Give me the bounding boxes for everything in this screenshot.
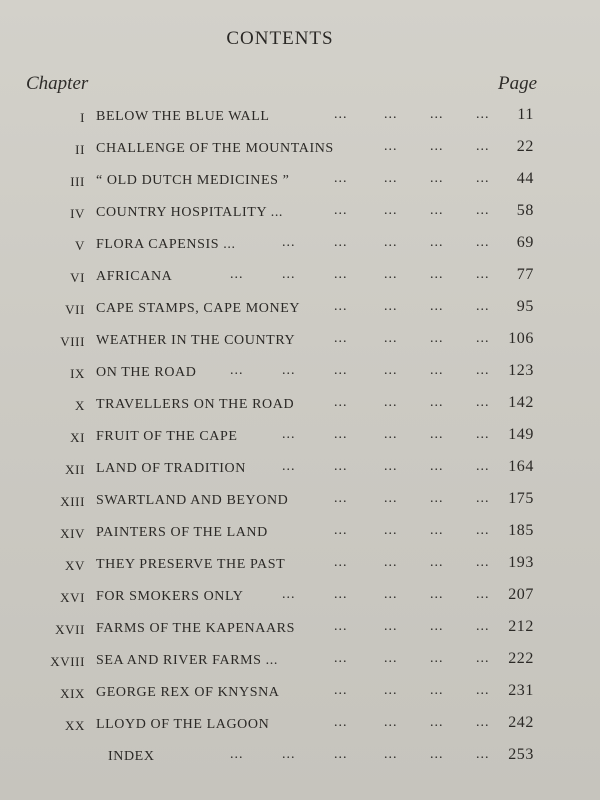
- chapter-title: CAPE STAMPS, CAPE MONEY: [96, 301, 301, 316]
- page-number: 58: [516, 202, 534, 219]
- page-number: 175: [508, 490, 534, 507]
- toc-entry: [0, 356, 600, 388]
- toc-entry: [0, 164, 600, 196]
- chapter-title: FRUIT OF THE CAPE: [96, 429, 238, 444]
- page-number: 11: [517, 106, 534, 123]
- chapter-number: VII: [65, 302, 85, 317]
- chapter-title: FARMS OF THE KAPENAARS: [96, 621, 296, 636]
- page-number: 22: [516, 138, 534, 155]
- chapter-title: PAINTERS OF THE LAND: [96, 525, 268, 540]
- chapter-number: X: [75, 398, 85, 413]
- chapter-title: COUNTRY HOSPITALITY ...: [96, 205, 284, 220]
- chapter-title: THEY PRESERVE THE PAST: [96, 557, 286, 572]
- leader-dots: ... ... ... ...: [334, 107, 490, 122]
- page-number: 77: [516, 266, 534, 283]
- chapter-title: INDEX: [108, 749, 155, 764]
- chapter-title: ON THE ROAD: [96, 365, 197, 380]
- leader-dots: ... ... ... ...: [334, 299, 490, 314]
- toc-entry: [0, 228, 600, 260]
- chapter-title: FLORA CAPENSIS ...: [96, 237, 236, 252]
- page-number: 231: [508, 682, 534, 699]
- chapter-number: II: [75, 142, 85, 157]
- page-number: 242: [508, 714, 534, 731]
- chapter-title: WEATHER IN THE COUNTRY: [96, 333, 296, 348]
- chapter-number: XVII: [55, 622, 85, 637]
- page-number: 44: [516, 170, 534, 187]
- chapter-title: AFRICANA: [96, 269, 173, 284]
- page-number: 123: [508, 362, 534, 379]
- toc-entry: [0, 516, 600, 548]
- chapter-title: CHALLENGE OF THE MOUNTAINS: [96, 141, 334, 156]
- leader-dots: ... ... ... ...: [334, 555, 490, 570]
- chapter-number: XII: [65, 462, 85, 477]
- leader-dots: ... ... ... ...: [334, 683, 490, 698]
- chapter-number: XIV: [60, 526, 85, 541]
- toc-entry: [0, 644, 600, 676]
- toc-entry: [0, 420, 600, 452]
- page-title: CONTENTS: [226, 28, 334, 49]
- toc-entry: [0, 676, 600, 708]
- chapter-number: IX: [70, 366, 85, 381]
- leader-dots: ... ... ... ...: [334, 619, 490, 634]
- page-number: 207: [508, 586, 534, 603]
- toc-entry: [0, 580, 600, 612]
- leader-dots: ... ... ... ... ... ...: [230, 267, 490, 282]
- chapter-title: SEA AND RIVER FARMS ...: [96, 653, 278, 668]
- toc-entry: [0, 196, 600, 228]
- toc-entry: [0, 100, 600, 132]
- leader-dots: ... ... ... ... ...: [282, 587, 490, 602]
- page-number: 193: [508, 554, 534, 571]
- chapter-number: V: [75, 238, 85, 253]
- page-number: 106: [508, 330, 534, 347]
- toc-entry: [0, 292, 600, 324]
- chapter-title: GEORGE REX OF KNYSNA: [96, 685, 280, 700]
- leader-dots: ... ... ... ... ...: [282, 235, 490, 250]
- page-number: 253: [508, 746, 534, 763]
- page-number: 142: [508, 394, 534, 411]
- leader-dots: ... ... ... ...: [334, 331, 490, 346]
- toc-entry: [0, 132, 600, 164]
- chapter-number: I: [80, 110, 85, 125]
- chapter-number: XV: [65, 558, 85, 573]
- toc-entry: [0, 548, 600, 580]
- toc-entry: [0, 708, 600, 740]
- chapter-number: VI: [70, 270, 85, 285]
- chapter-number: XIX: [60, 686, 85, 701]
- leader-dots: ... ... ... ...: [334, 523, 490, 538]
- leader-dots: ... ... ... ... ... ...: [230, 363, 490, 378]
- leader-dots: ... ... ... ...: [334, 171, 490, 186]
- chapter-title: LLOYD OF THE LAGOON: [96, 717, 270, 732]
- leader-dots: ... ... ... ... ... ...: [230, 747, 490, 762]
- chapter-number: III: [70, 174, 85, 189]
- leader-dots: ... ... ... ...: [334, 203, 490, 218]
- toc-entry: [0, 388, 600, 420]
- toc-entry: [0, 612, 600, 644]
- chapter-number: XVI: [60, 590, 85, 605]
- toc-entry: [0, 260, 600, 292]
- leader-dots: ... ... ... ...: [334, 651, 490, 666]
- chapter-title: SWARTLAND AND BEYOND: [96, 493, 289, 508]
- chapter-title: FOR SMOKERS ONLY: [96, 589, 244, 604]
- chapter-number: IV: [70, 206, 85, 221]
- chapter-title: BELOW THE BLUE WALL: [96, 109, 270, 124]
- toc-entry: [0, 484, 600, 516]
- page-number: 149: [508, 426, 534, 443]
- page-column-header: Page: [498, 73, 538, 94]
- page-number: 222: [508, 650, 534, 667]
- chapter-number: XIII: [60, 494, 85, 509]
- chapter-number: XX: [65, 718, 85, 733]
- toc-entry: [0, 740, 600, 772]
- leader-dots: ... ... ... ... ...: [282, 459, 490, 474]
- leader-dots: ... ... ... ...: [334, 491, 490, 506]
- toc-entry: [0, 324, 600, 356]
- leader-dots: ... ... ... ... ...: [282, 427, 490, 442]
- leader-dots: ... ... ... ...: [334, 395, 490, 410]
- chapter-number: XI: [70, 430, 85, 445]
- chapter-column-header: Chapter: [26, 73, 89, 94]
- chapter-number: VIII: [60, 334, 85, 349]
- leader-dots: ... ... ...: [384, 139, 490, 154]
- table-of-contents: [0, 100, 600, 772]
- chapter-title: TRAVELLERS ON THE ROAD: [96, 397, 295, 412]
- chapter-title: “ OLD DUTCH MEDICINES ”: [96, 173, 290, 188]
- page-number: 185: [508, 522, 534, 539]
- page-number: 212: [508, 618, 534, 635]
- page-number: 69: [516, 234, 534, 251]
- page-number: 95: [516, 298, 534, 315]
- leader-dots: ... ... ... ...: [334, 715, 490, 730]
- page-number: 164: [508, 458, 534, 475]
- chapter-number: XVIII: [50, 654, 85, 669]
- chapter-title: LAND OF TRADITION: [96, 461, 246, 476]
- toc-entry: [0, 452, 600, 484]
